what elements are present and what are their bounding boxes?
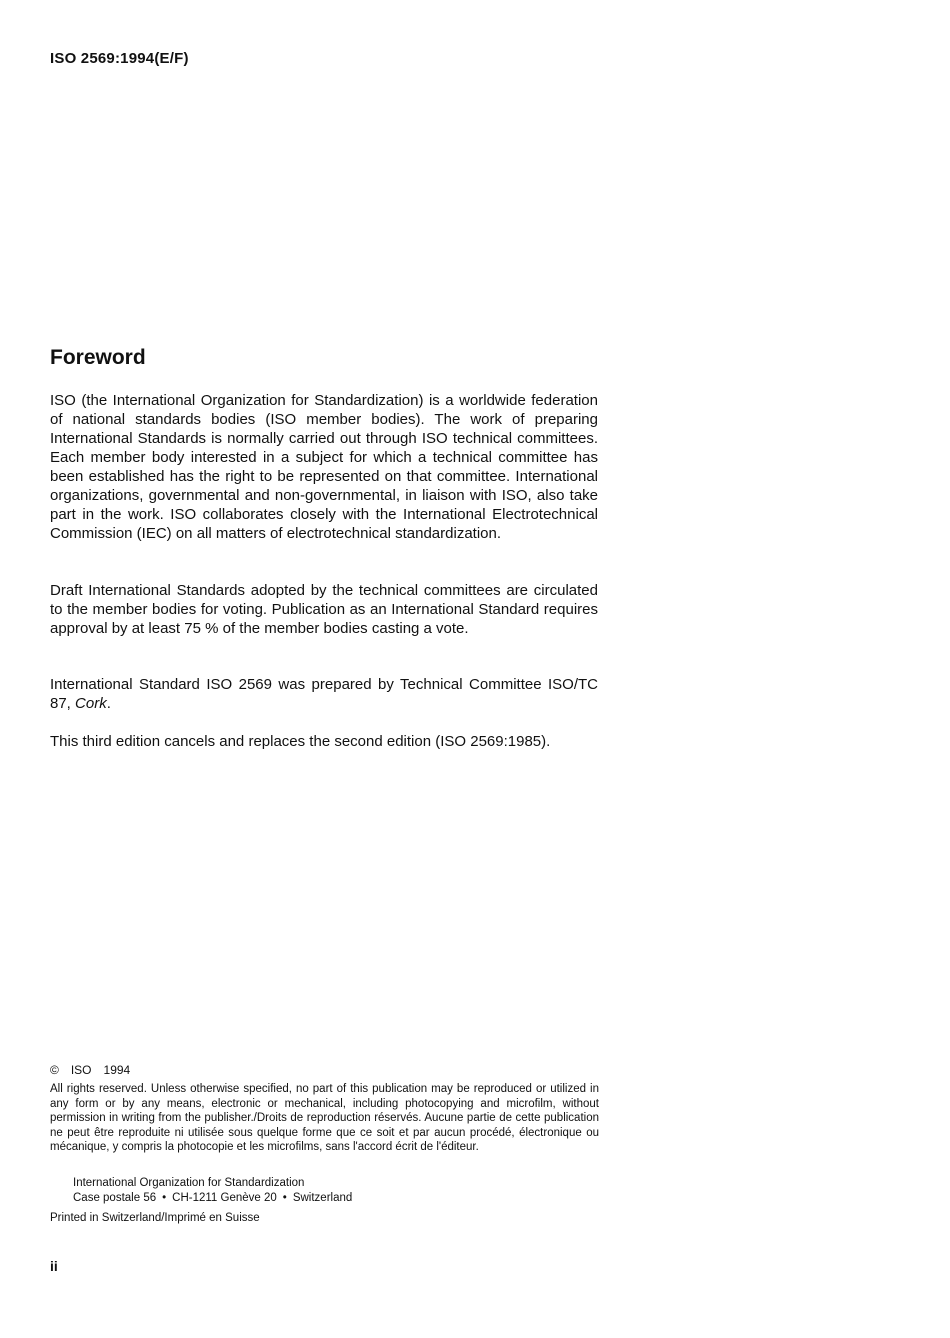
foreword-paragraph-4: This third edition cancels and replaces the second edition (ISO 2569:1985). [50, 733, 551, 750]
bullet-separator: • [162, 1191, 167, 1204]
copyright-year: 1994 [103, 1063, 131, 1077]
paragraph-3-end: . [106, 695, 111, 712]
address-organization: International Organization for Standardization [73, 1177, 305, 1189]
foreword-paragraph-3 [50, 675, 598, 713]
page-number: ii [50, 1258, 58, 1274]
publisher-address [73, 1176, 352, 1205]
address-box: Case postale 56 [73, 1191, 157, 1204]
address-country: Switzerland [292, 1191, 353, 1204]
foreword-heading: Foreword [50, 346, 146, 369]
copyright-org: ISO [70, 1063, 92, 1077]
printed-in-notice: Printed in Switzerland/Imprimé en Suisse [50, 1212, 260, 1224]
document-identifier: ISO 2569:1994(E/F) [50, 50, 189, 67]
foreword-paragraph-2: Draft International Standards adopted by the technical committees are circulated to the member bodies for voting. Publication as an International Standard requires approval by at least 75 % of the member bodies casting a vote. [50, 582, 598, 637]
committee-name-italic: Cork [75, 695, 107, 712]
address-city: CH-1211 Genève 20 [172, 1191, 277, 1204]
address-postal-line [73, 1191, 352, 1206]
rights-notice: All rights reserved. Unless otherwise specified, no part of this publication may be reproduced or utilized in any form or by any means, electronic or mechanical, including photocopying and microfilm, without permission in writing from the publisher./Droits de reproduction réservés. Aucune partie de cette publication ne peut être reproduite ni utilisée sous quelque forme que ce soit et par aucun procédé, électronique ou mécanique, y compris la photocopie et les microfilms, sans l'accord écrit de l'éditeur. [50, 1083, 599, 1154]
foreword-paragraph-1: ISO (the International Organization for Standardization) is a worldwide federation of national standards bodies (ISO member bodies). The work of preparing International Standards is normally carried out through ISO technical committees. Each member body interested in a subject for which a technical committee has been established has the right to be represented on that committee. International organizations, governmental and non-governmental, in liaison with ISO, also take part in the work. ISO collaborates closely with the International Electrotechnical Commission (IEC) on all matters of electrotechnical standardization. [50, 392, 598, 542]
copyright-line [50, 1063, 130, 1077]
copyright-symbol: © [50, 1063, 59, 1077]
bullet-separator: • [282, 1191, 287, 1204]
paragraph-3-text: International Standard ISO 2569 was prepared by Technical Committee ISO/TC 87, [50, 676, 598, 712]
